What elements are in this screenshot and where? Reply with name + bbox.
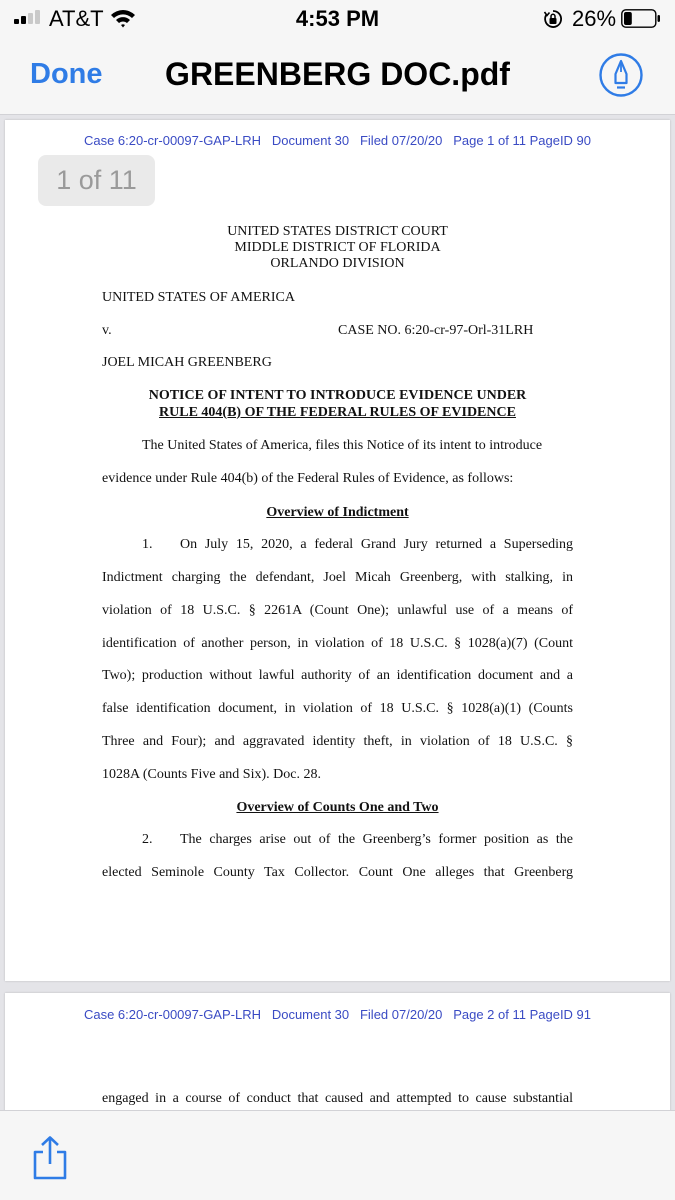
- ecf-header: Case 6:20-cr-00097-GAP-LRH Document 30 Filed 07/20/20 Page 1 of 11 PageID 90: [83, 133, 592, 148]
- case-number: CASE NO. 6:20-cr-97-Orl-31LRH: [338, 323, 534, 338]
- caption-defendant: JOEL MICAH GREENBERG: [102, 355, 272, 370]
- pdf-viewer[interactable]: [0, 115, 675, 1110]
- notice-title-line-2: RULE 404(B) OF THE FEDERAL RULES OF EVIDENCE: [159, 405, 516, 420]
- paragraph-1-line: Two); production without lawful authority of an identification document and a: [102, 668, 573, 683]
- pdf-page-2: [5, 993, 670, 1110]
- markup-pen-icon[interactable]: [598, 52, 644, 98]
- notice-title-line-1: NOTICE OF INTENT TO INTRODUCE EVIDENCE UNDER: [148, 388, 527, 403]
- paragraph-1-line: violation of 18 U.S.C. § 2261A (Count One); unlawful use of a means of: [102, 603, 573, 618]
- page-indicator: 1 of 11: [38, 155, 155, 206]
- battery-icon: [621, 9, 661, 28]
- bottom-toolbar: [0, 1110, 675, 1200]
- paragraph-number: 2.: [142, 832, 153, 847]
- page-2-first-line: engaged in a course of conduct that caused and attempted to cause substantial: [102, 1091, 573, 1106]
- section-heading-counts: Overview of Counts One and Two: [236, 800, 439, 815]
- paragraph-2-line: The charges arise out of the Greenberg’s former position as the: [180, 832, 573, 847]
- intro-line-1: The United States of America, files this Notice of its intent to introduce: [142, 438, 543, 453]
- paragraph-2-line: elected Seminole County Tax Collector. Count One alleges that Greenberg: [102, 865, 573, 880]
- pdf-page-1: [5, 120, 670, 981]
- caption-plaintiff: UNITED STATES OF AMERICA: [102, 290, 295, 305]
- paragraph-1-line: On July 15, 2020, a federal Grand Jury returned a Superseding: [180, 537, 573, 552]
- paragraph-1-line: identification of another person, in violation of 18 U.S.C. § 1028(a)(7) (Count: [102, 636, 573, 651]
- court-name: UNITED STATES DISTRICT COURT: [227, 224, 448, 239]
- ecf-header: Case 6:20-cr-00097-GAP-LRH Document 30 Filed 07/20/20 Page 2 of 11 PageID 91: [83, 1007, 592, 1022]
- court-division: ORLANDO DIVISION: [270, 256, 405, 271]
- paragraph-1-line: Indictment charging the defendant, Joel Micah Greenberg, with stalking, in: [102, 570, 573, 585]
- paragraph-1-line: 1028A (Counts Five and Six). Doc. 28.: [102, 767, 321, 782]
- paragraph-number: 1.: [142, 537, 153, 552]
- clock: 4:53 PM: [295, 6, 380, 31]
- court-district: MIDDLE DISTRICT OF FLORIDA: [234, 240, 441, 255]
- intro-line-2: evidence under Rule 404(b) of the Federal Rules of Evidence, as follows:: [102, 471, 514, 486]
- share-icon[interactable]: [30, 1135, 70, 1181]
- section-heading-indictment: Overview of Indictment: [266, 505, 409, 520]
- carrier-name: AT&T: [49, 6, 104, 31]
- battery-percentage: 26%: [572, 6, 617, 31]
- orientation-lock-icon: [543, 9, 563, 29]
- caption-versus: v.: [102, 323, 112, 338]
- document-title: GREENBERG DOC.pdf: [165, 56, 510, 92]
- paragraph-1-line: false identification document, in violation of 18 U.S.C. § 1028(a)(1) (Counts: [102, 701, 573, 716]
- paragraph-1-line: Three and Four); and aggravated identity theft, in violation of 18 U.S.C. §: [102, 734, 573, 749]
- navigation-bar: [0, 40, 675, 115]
- done-button[interactable]: Done: [30, 58, 103, 90]
- status-bar: [0, 0, 675, 40]
